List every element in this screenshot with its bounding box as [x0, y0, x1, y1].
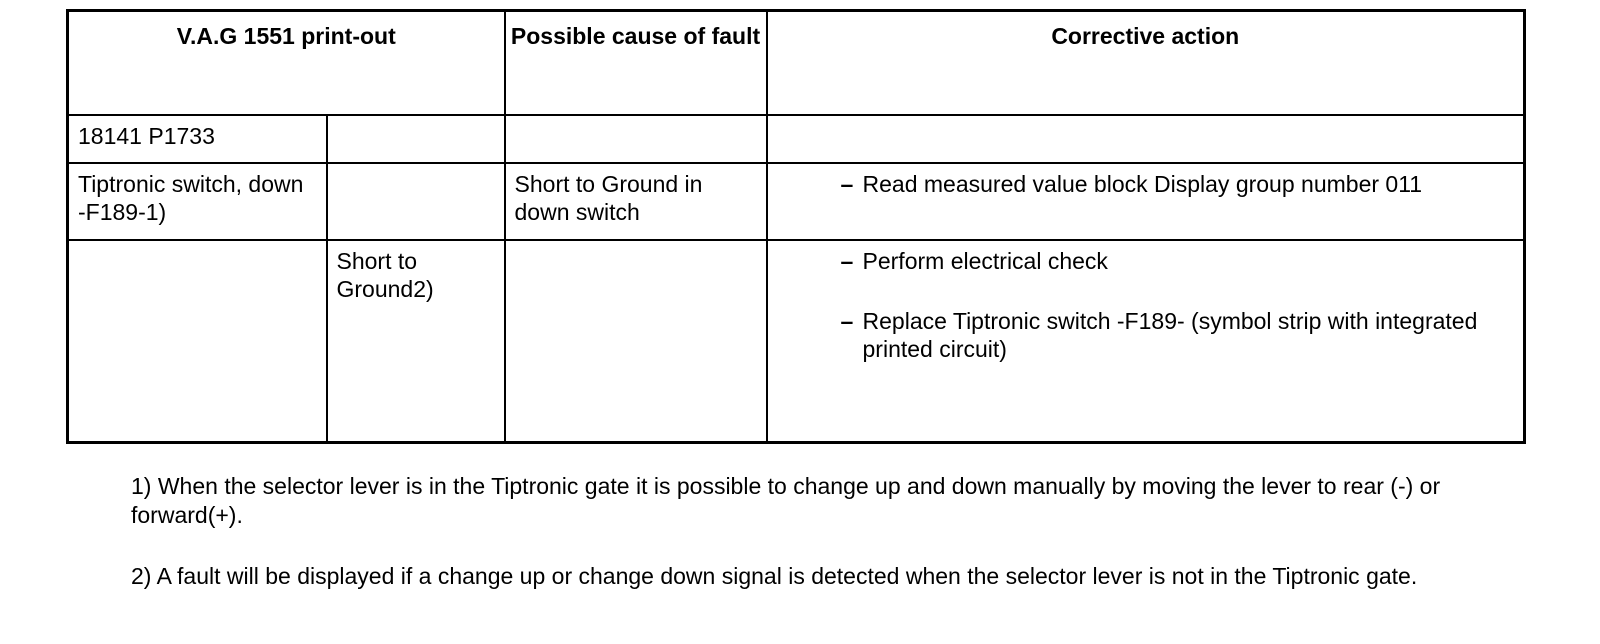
- action-item: [841, 307, 1515, 363]
- action-text: Read measured value block Display group number 011: [862, 171, 1423, 197]
- footnote-1: 1) When the selector lever is in the Tiptronic gate it is possible to change up and down manually by moving the lever to rear (-) or forward(+).: [131, 473, 1441, 528]
- fault-subcode-cell: [327, 163, 505, 240]
- action-text: Perform electrical check: [862, 248, 1108, 274]
- fault-code-cell: Tiptronic switch, down -F189-1): [68, 163, 327, 240]
- table-row: [68, 240, 1525, 443]
- header-printout: V.A.G 1551 print-out: [68, 11, 505, 116]
- cause-cell: [505, 115, 767, 163]
- action-cell: [767, 163, 1525, 240]
- dash-bullet-icon: –: [840, 308, 854, 334]
- fault-code-cell: [68, 240, 327, 443]
- table-header-row: [68, 11, 1525, 116]
- dash-bullet-icon: –: [840, 171, 854, 197]
- table-row: [68, 163, 1525, 240]
- action-cell: [767, 115, 1525, 163]
- cause-cell: Short to Ground in down switch: [505, 163, 767, 240]
- fault-subcode-cell: [327, 115, 505, 163]
- dash-bullet-icon: –: [840, 248, 854, 274]
- action-list: [777, 247, 1515, 363]
- fault-code-cell: 18141 P1733: [68, 115, 327, 163]
- action-text: Replace Tiptronic switch -F189- (symbol strip with integrated printed circuit): [862, 308, 1478, 362]
- footnotes: [131, 472, 1531, 623]
- footnote-2: 2) A fault will be displayed if a change up or change down signal is detected when the selector lever is not in the Tiptronic gate.: [131, 563, 1418, 589]
- header-action: Corrective action: [767, 11, 1525, 116]
- cause-cell: [505, 240, 767, 443]
- action-cell: [767, 240, 1525, 443]
- table-row: [68, 115, 1525, 163]
- fault-table: [66, 9, 1526, 444]
- fault-subcode-cell: Short to Ground2): [327, 240, 505, 443]
- action-list: [777, 170, 1515, 198]
- header-cause: Possible cause of fault: [505, 11, 767, 116]
- action-item: [841, 247, 1515, 275]
- action-item: [841, 170, 1515, 198]
